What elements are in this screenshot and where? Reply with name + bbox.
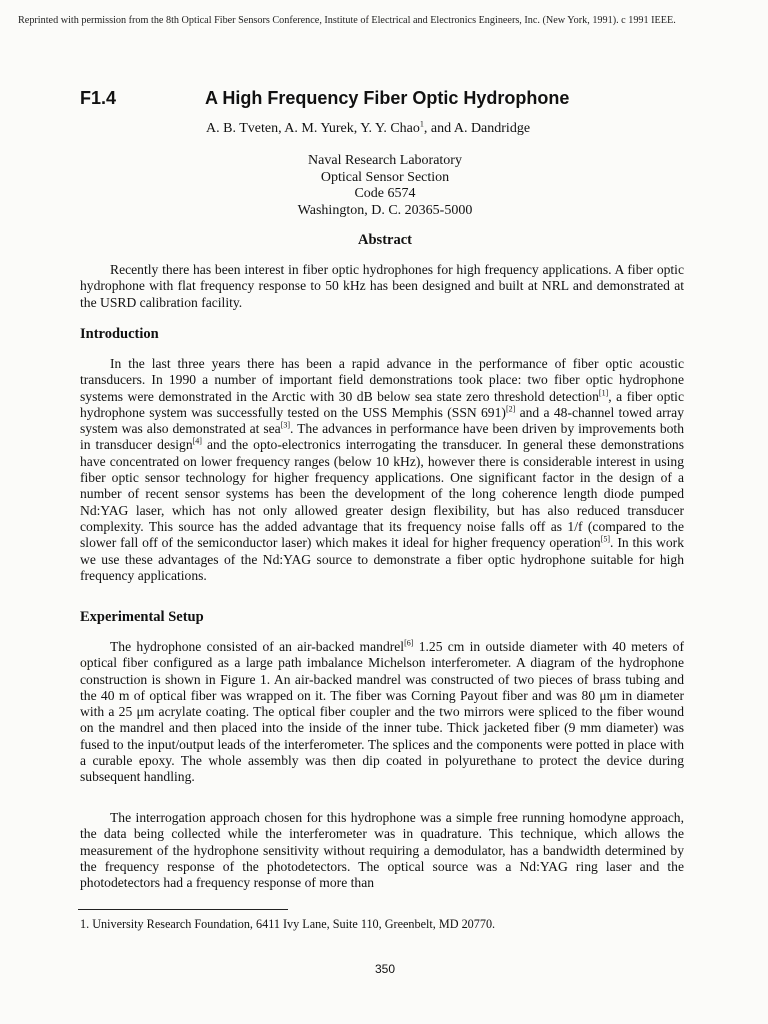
citation: [6] bbox=[404, 638, 414, 648]
affiliation-line: Optical Sensor Section bbox=[320, 169, 450, 185]
intro-text: . The advances in performance have been driven by improvements both in transducer design bbox=[80, 421, 685, 453]
setup-paragraph-1 bbox=[80, 639, 684, 786]
setup-text: The hydrophone consisted of an air-backed mandrel bbox=[110, 639, 405, 654]
footnote: 1. University Research Foundation, 6411 Ivy Lane, Suite 110, Greenbelt, MD 20770. bbox=[80, 917, 496, 931]
reprint-notice: Reprinted with permission from the 8th Optical Fiber Sensors Conference, Institute of Electrical and Electronics Engineers, Inc. (New York, 1991). c 1991 IEEE. bbox=[18, 15, 676, 26]
citation: [4] bbox=[192, 436, 202, 446]
intro-text: and a 48-channel towed array system was also demonstrated at sea bbox=[80, 404, 684, 437]
introduction-paragraph bbox=[80, 356, 684, 584]
authors-main: A. B. Tveten, A. M. Yurek, Y. Y. Chao bbox=[206, 121, 420, 136]
section-id: F1.4 bbox=[80, 88, 117, 108]
setup-paragraph-2 bbox=[80, 810, 684, 891]
intro-text: . In this work we use these advantages of the Nd:YAG source to demonstrate a fiber optic hydrophone suitable for high frequency applications. bbox=[80, 535, 684, 583]
intro-text: and the opto-electronics interrogating the transducer. In general these demonstrations have concentrated on lower frequency ranges (below 10 kHz), however there is considerable interest in using fiber optic sensor technology for higher frequency applications. One significant factor in the design of a number of recent sensor systems has been the development of the long coherence length diode pumped Nd:YAG laser, which has not only allowed greater design flexibility, but has also reduced transducer complexity. This source has the added advantage that its frequency noise falls off as 1/f (compared to the slower fall off of the semiconductor laser) which makes it ideal for higher frequency operation bbox=[80, 437, 684, 551]
page-number: 350 bbox=[374, 962, 396, 976]
citation: [2] bbox=[505, 404, 516, 414]
introduction-heading: Introduction bbox=[80, 326, 159, 342]
citation: [3] bbox=[280, 420, 291, 430]
intro-text: In the last three years there has been a rapid advance in the performance of fiber optic acoustic transducers. In 1990 a number of important field demonstrations took place: two fiber optic hydrophone systems were demonstrated in the Arctic with 30 dB below sea state zero threshold detection bbox=[80, 356, 684, 404]
citation: [5] bbox=[600, 534, 611, 544]
setup-text: The interrogation approach chosen for this hydrophone was a simple free running homodyne approach, the data being collected while the interferometer was in quadrature. This technique, which allows the measurement of the hydrophone sensitivity without requiring a demodulator, has a bandwidth determined by the frequency response of the photodetectors. The optical source was a Nd:YAG ring laser and the photodetectors had a frequency response of more than bbox=[80, 810, 684, 891]
abstract-heading: Abstract bbox=[358, 232, 412, 248]
affiliation-line: Washington, D. C. 20365-5000 bbox=[297, 202, 473, 218]
author-footnote-mark: 1 bbox=[419, 119, 424, 129]
affiliation-line: Naval Research Laboratory bbox=[308, 153, 462, 168]
authors bbox=[206, 121, 530, 137]
citation: [1] bbox=[598, 388, 609, 398]
affiliation bbox=[0, 153, 768, 219]
abstract-text: Recently there has been interest in fiber optic hydrophones for high frequency applications. A fiber optic hydrophone with flat frequency response to 50 kHz has been designed and built at NRL and demonstrated at the USRD calibration facility. bbox=[80, 262, 684, 310]
experimental-setup-heading: Experimental Setup bbox=[80, 609, 204, 625]
footnote-divider bbox=[78, 909, 288, 910]
paper-title: A High Frequency Fiber Optic Hydrophone bbox=[205, 88, 570, 108]
intro-text: , a fiber optic hydrophone system was successfully tested on the USS Memphis (SSN 691) bbox=[80, 388, 684, 420]
setup-text: 1.25 cm in outside diameter with 40 meters of optical fiber configured as a large path imbalance Michelson interferometer. A diagram of the hydrophone construction is shown in Figure 1. An air-backed mandrel was constructed of two pieces of brass tubing and the 40 m of optical fiber was wrapped on it. The fiber was Corning Payout fiber and was 80 μm in diameter with a 25 μm acrylate coating. The optical fiber coupler and the two mirrors were spliced to the fiber wound on the mandrel and then placed into the inside of the inner tube. Thick jacketed fiber (9 mm diameter) was fused to the input/output leads of the interferometer. The splices and the components were potted in place with a curable epoxy. The whole assembly was then dip coated in polyurethane to protect the device during subsequent handling. bbox=[80, 639, 685, 785]
abstract-paragraph bbox=[80, 262, 684, 311]
affiliation-line: Code 6574 bbox=[354, 186, 416, 201]
authors-rest: , and A. Dandridge bbox=[423, 121, 531, 136]
